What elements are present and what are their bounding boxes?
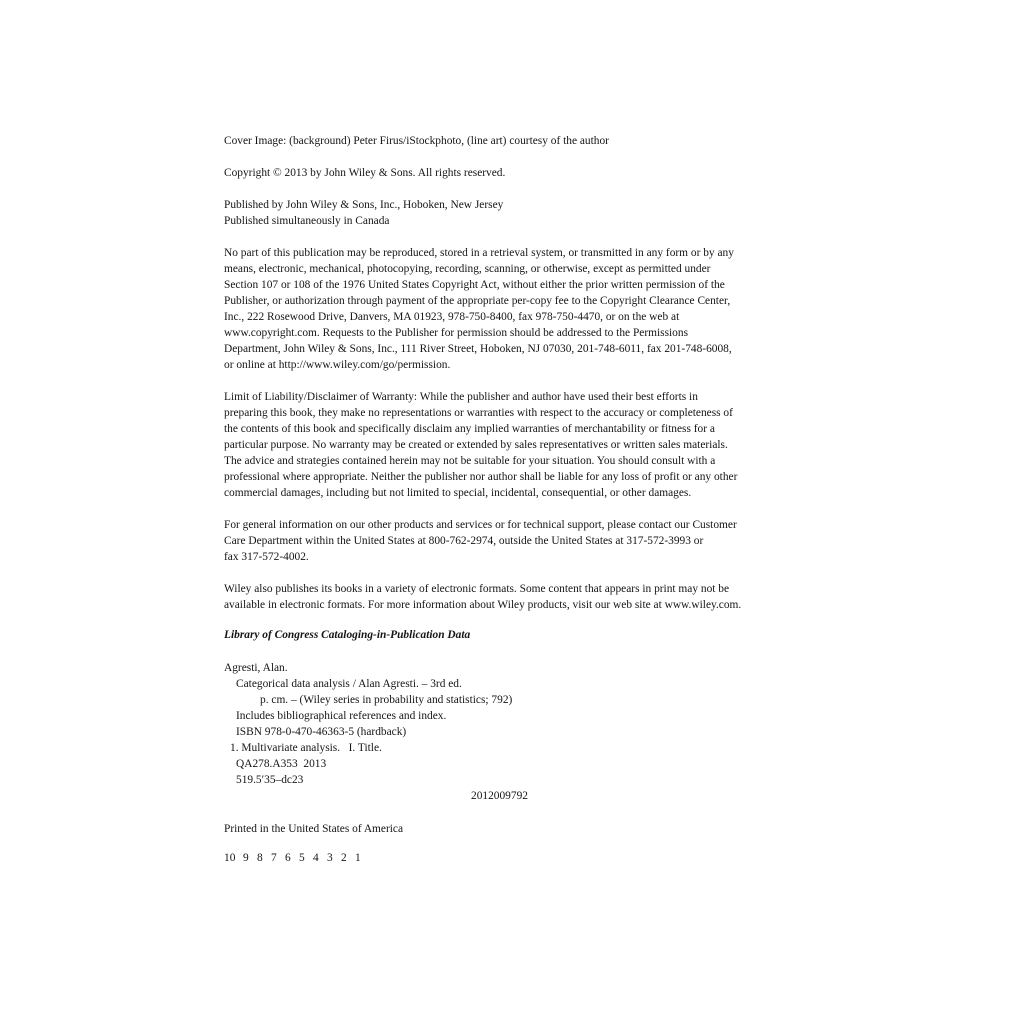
print-line — [224, 850, 814, 866]
print-number: 10 — [224, 852, 236, 864]
text-line: commercial damages, including but not limited to special, incidental, consequential, or other damages. — [224, 487, 692, 499]
text-line: fax 317-572-4002. — [224, 551, 309, 563]
reproduction-notice — [224, 245, 814, 373]
print-number: 9 — [243, 852, 249, 864]
print-number: 4 — [313, 852, 319, 864]
published-line: Published by John Wiley & Sons, Inc., Hoboken, New Jersey — [224, 199, 504, 211]
text-line: professional where appropriate. Neither the publisher nor author shall be liable for any loss of profit or any other — [224, 471, 738, 483]
print-number: 3 — [327, 852, 333, 864]
text-line: Department, John Wiley & Sons, Inc., 111 River Street, Hoboken, NJ 07030, 201-748-6011, fax 201-748-6008, — [224, 343, 732, 355]
print-number: 6 — [285, 852, 291, 864]
cip-lccn: 2012009792 — [471, 790, 528, 802]
text-line: Publisher, or authorization through payment of the appropriate per-copy fee to the Copyright Clearance Center, — [224, 295, 731, 307]
text-line: means, electronic, mechanical, photocopying, recording, scanning, or otherwise, except as permitted under — [224, 263, 711, 275]
publisher-block — [224, 197, 814, 229]
text-line: www.copyright.com. Requests to the Publisher for permission should be addressed to the Permissions — [224, 327, 689, 339]
text-line: Care Department within the United States at 800-762-2974, outside the United States at 317-572-3993 or — [224, 535, 704, 547]
cip-heading: Library of Congress Cataloging-in-Publication Data — [224, 629, 471, 641]
text-line: No part of this publication may be reproduced, stored in a retrieval system, or transmitted in any form or by any — [224, 247, 734, 259]
print-number: 8 — [257, 852, 263, 864]
print-number: 2 — [341, 852, 347, 864]
cip-isbn: ISBN 978-0-470-46363-5 (hardback) — [236, 726, 407, 738]
text-line: For general information on our other products and services or for technical support, please contact our Customer — [224, 519, 737, 531]
cip-includes: Includes bibliographical references and index. — [236, 710, 447, 722]
cover-image-credit: Cover Image: (background) Peter Firus/iStockphoto, (line art) courtesy of the author — [224, 135, 609, 147]
cip-author: Agresti, Alan. — [224, 662, 288, 674]
print-number: 7 — [271, 852, 277, 864]
cip-data-block — [224, 660, 814, 804]
text-line: the contents of this book and specifically disclaim any implied warranties of merchantability or fitness for a — [224, 423, 715, 435]
print-number: 5 — [299, 852, 305, 864]
cip-lc-class: QA278.A353 2013 — [236, 758, 327, 770]
text-line: Inc., 222 Rosewood Drive, Danvers, MA 01923, 978-750-8400, fax 978-750-4470, or on the web at — [224, 311, 680, 323]
text-line: Section 107 or 108 of the 1976 United States Copyright Act, without either the prior written permission of the — [224, 279, 725, 291]
cip-dewey: 519.5′35–dc23 — [236, 774, 304, 786]
copyright-page — [224, 133, 814, 866]
electronic-formats-notice — [224, 581, 814, 613]
printed-in: Printed in the United States of America — [224, 823, 404, 835]
text-line: Wiley also publishes its books in a variety of electronic formats. Some content that appears in print may not be — [224, 583, 730, 595]
general-info — [224, 517, 814, 565]
cip-subject: 1. Multivariate analysis. I. Title. — [230, 742, 382, 754]
print-number: 1 — [355, 852, 361, 864]
published-line: Published simultaneously in Canada — [224, 215, 390, 227]
text-line: particular purpose. No warranty may be created or extended by sales representatives or written sales materials. — [224, 439, 728, 451]
text-line: or online at http://www.wiley.com/go/permission. — [224, 359, 451, 371]
text-line: preparing this book, they make no representations or warranties with respect to the accuracy or completeness of — [224, 407, 733, 419]
text-line: available in electronic formats. For more information about Wiley products, visit our web site at www.wiley.com. — [224, 599, 742, 611]
cip-title: Categorical data analysis / Alan Agresti. – 3rd ed. — [236, 678, 462, 690]
copyright-notice: Copyright © 2013 by John Wiley & Sons. All rights reserved. — [224, 167, 506, 179]
text-line: The advice and strategies contained herein may not be suitable for your situation. You should consult with a — [224, 455, 716, 467]
cip-pages: p. cm. – (Wiley series in probability and statistics; 792) — [260, 694, 513, 706]
text-line: Limit of Liability/Disclaimer of Warranty: While the publisher and author have used their best efforts in — [224, 391, 698, 403]
liability-disclaimer — [224, 389, 814, 501]
